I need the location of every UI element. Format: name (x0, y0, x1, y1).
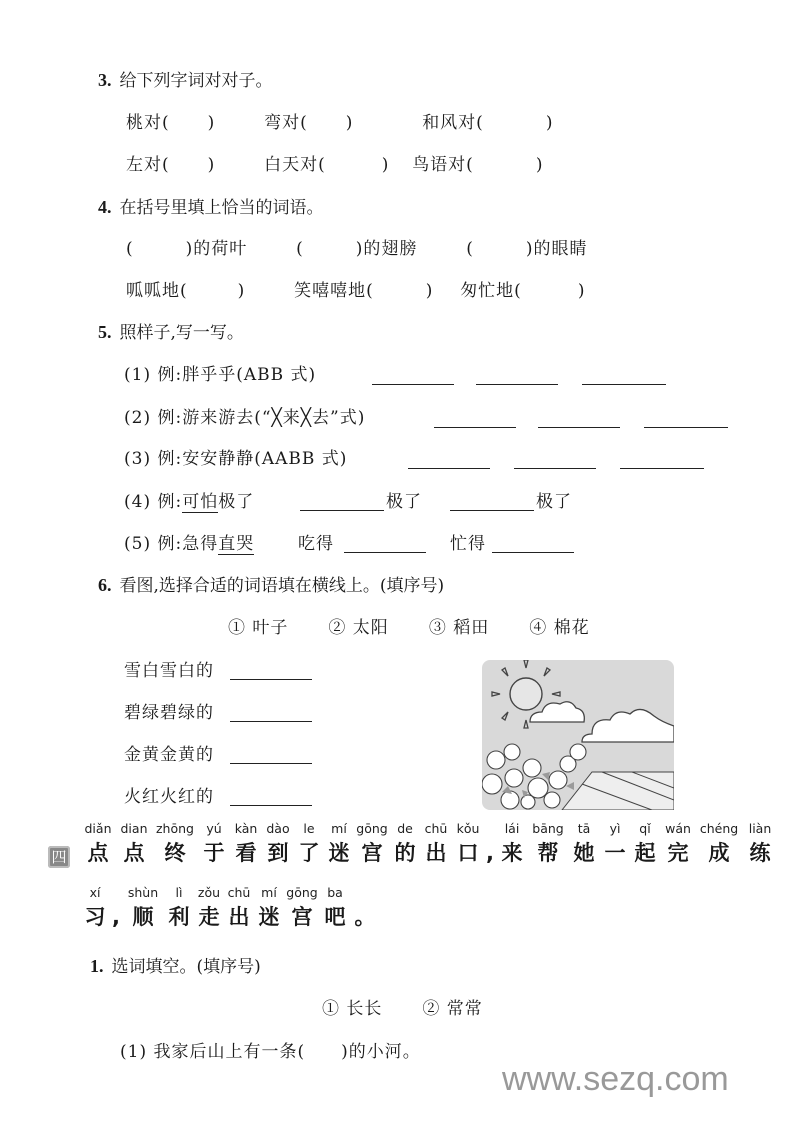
q3-row1: 桃对( ) 弯对( ) 和风对( ) (126, 113, 554, 133)
q6-item-1: 雪白雪白的 (124, 661, 214, 681)
answer-line[interactable] (620, 450, 704, 469)
answer-line[interactable] (230, 745, 312, 764)
pinyin-row: xí shùn lì zǒu chū mí gōng ba (89, 885, 343, 900)
answer-line[interactable] (372, 366, 454, 385)
q5-item-4: (4) 例:可怕极了 (124, 492, 255, 512)
answer-line[interactable] (644, 409, 728, 428)
section4-line1 (80, 821, 778, 867)
s4-question-1-title: 1. 选词填空。(填序号) (90, 956, 261, 977)
question-3-title: 3. 给下列字词对对子。 (98, 70, 273, 91)
q5-item-5: (5) 例:急得直哭 (124, 534, 255, 554)
s4q1-options: ① 长长 ② 常常 (322, 999, 483, 1019)
landscape-illustration-icon (482, 660, 674, 810)
watermark-text: www.sezq.com (502, 1060, 729, 1098)
answer-line[interactable] (344, 534, 426, 553)
section4-heading-hanzi: 点 点 终 于 看 到 了 迷 宫 的 出 口 , 来 帮 她 一 起 完 成 练 (87, 841, 771, 865)
answer-line[interactable] (514, 450, 596, 469)
answer-line[interactable] (476, 366, 558, 385)
answer-line[interactable] (230, 661, 312, 680)
answer-line[interactable] (434, 409, 516, 428)
prefix-text: 吃得 (298, 534, 334, 554)
question-4-title: 4. 在括号里填上恰当的词语。 (98, 197, 324, 218)
q4-row1: ( )的荷叶 ( )的翅膀 ( )的眼睛 (126, 239, 588, 259)
answer-line[interactable] (408, 450, 490, 469)
suffix-text: 极了 (386, 492, 422, 512)
answer-line[interactable] (492, 534, 574, 553)
section4-heading-hanzi-cont: 习 , 顺 利 走 出 迷 宫 吧 。 (84, 905, 376, 929)
suffix-text: 极了 (536, 492, 572, 512)
question-5-title: 5. 照样子,写一写。 (98, 322, 244, 343)
answer-line[interactable] (450, 492, 534, 511)
section4-line2 (80, 885, 380, 931)
answer-line[interactable] (538, 409, 620, 428)
q6-item-2: 碧绿碧绿的 (124, 703, 214, 723)
answer-line[interactable] (582, 366, 666, 385)
question-6-title: 6. 看图,选择合适的词语填在横线上。(填序号) (98, 575, 445, 596)
sun-cotton-field-picture (482, 660, 674, 810)
q5-item-2: (2) 例:游来游去(“╳来╳去”式) (124, 408, 366, 428)
s4q1-item-1: (1) 我家后山上有一条( )的小河。 (120, 1042, 421, 1062)
q3-row2: 左对( ) 白天对( ) 鸟语对( ) (126, 155, 544, 175)
pinyin-row: diǎn dian zhōng yú kàn dào le mí gōng de chū kǒu lái bāng tā yì qǐ wán chéng liàn (84, 821, 772, 836)
q5-item-1: (1) 例:胖乎乎(ABB 式) (124, 365, 317, 385)
prefix-text: 忙得 (450, 534, 486, 554)
q6-item-4: 火红火红的 (124, 787, 214, 807)
answer-line[interactable] (230, 787, 312, 806)
q6-item-3: 金黄金黄的 (124, 745, 214, 765)
q5-item-3: (3) 例:安安静静(AABB 式) (124, 449, 348, 469)
answer-line[interactable] (300, 492, 384, 511)
section-number-badge: 四 (48, 846, 70, 868)
q6-options: ① 叶子 ② 太阳 ③ 稻田 ④ 棉花 (228, 618, 590, 638)
q4-row2: 呱呱地( ) 笑嘻嘻地( ) 匆忙地( ) (126, 281, 586, 301)
answer-line[interactable] (230, 703, 312, 722)
